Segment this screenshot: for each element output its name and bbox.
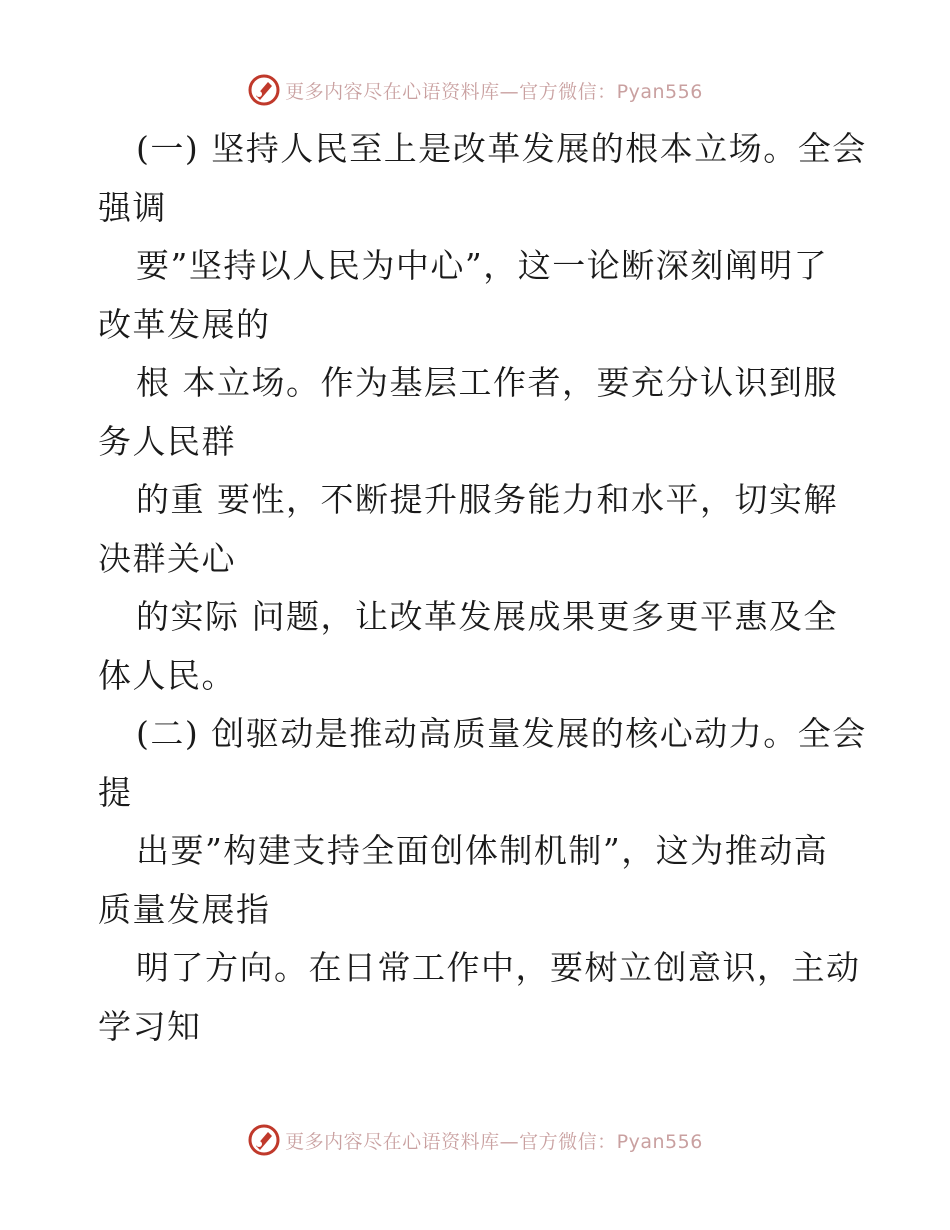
header-banner-text bbox=[285, 77, 703, 104]
body-line: 明了方向。在日常工作中，要树立创意识，主动 bbox=[136, 948, 861, 987]
red-circle-pen-logo-icon bbox=[247, 1123, 281, 1157]
body-line: (一) 坚持人民至上是改革发展的根本立场。全会 bbox=[136, 129, 867, 168]
header-wechat-id: Pyan556 bbox=[616, 80, 703, 103]
footer-wechat-id: Pyan556 bbox=[616, 1130, 703, 1153]
body-line: 决群关心 bbox=[98, 538, 236, 578]
body-line: 根 本立场。作为基层工作者，要充分认识到服 bbox=[136, 363, 838, 402]
body-line: 学习知 bbox=[98, 1006, 202, 1046]
body-line: 的重 要性，不断提升服务能力和水平，切实解 bbox=[136, 480, 838, 519]
body-line: 的实际 问题，让改革发展成果更多更平惠及全 bbox=[136, 597, 838, 636]
body-line: 务人民群 bbox=[98, 421, 236, 461]
body-line: 质量发展指 bbox=[98, 889, 271, 929]
header-banner bbox=[0, 70, 950, 110]
body-line: 体人民。 bbox=[98, 655, 236, 695]
body-line: (二) 创驱动是推动高质量发展的核心动力。全会 bbox=[136, 714, 867, 753]
document-body bbox=[98, 120, 867, 1056]
footer-banner-text bbox=[285, 1127, 703, 1154]
body-line: 强调 bbox=[98, 187, 167, 227]
body-line: 提 bbox=[98, 772, 133, 812]
red-circle-pen-logo-icon bbox=[247, 73, 281, 107]
body-line: 出要”构建支持全面创体制机制”，这为推动高 bbox=[136, 831, 829, 870]
body-line: 改革发展的 bbox=[98, 304, 271, 344]
footer-banner bbox=[0, 1120, 950, 1160]
header-banner-label: 更多内容尽在心语资料库—官方微信： bbox=[285, 80, 617, 103]
footer-banner-label: 更多内容尽在心语资料库—官方微信： bbox=[285, 1130, 617, 1153]
body-line: 要”坚持以人民为中心”，这一论断深刻阐明了 bbox=[136, 246, 829, 285]
